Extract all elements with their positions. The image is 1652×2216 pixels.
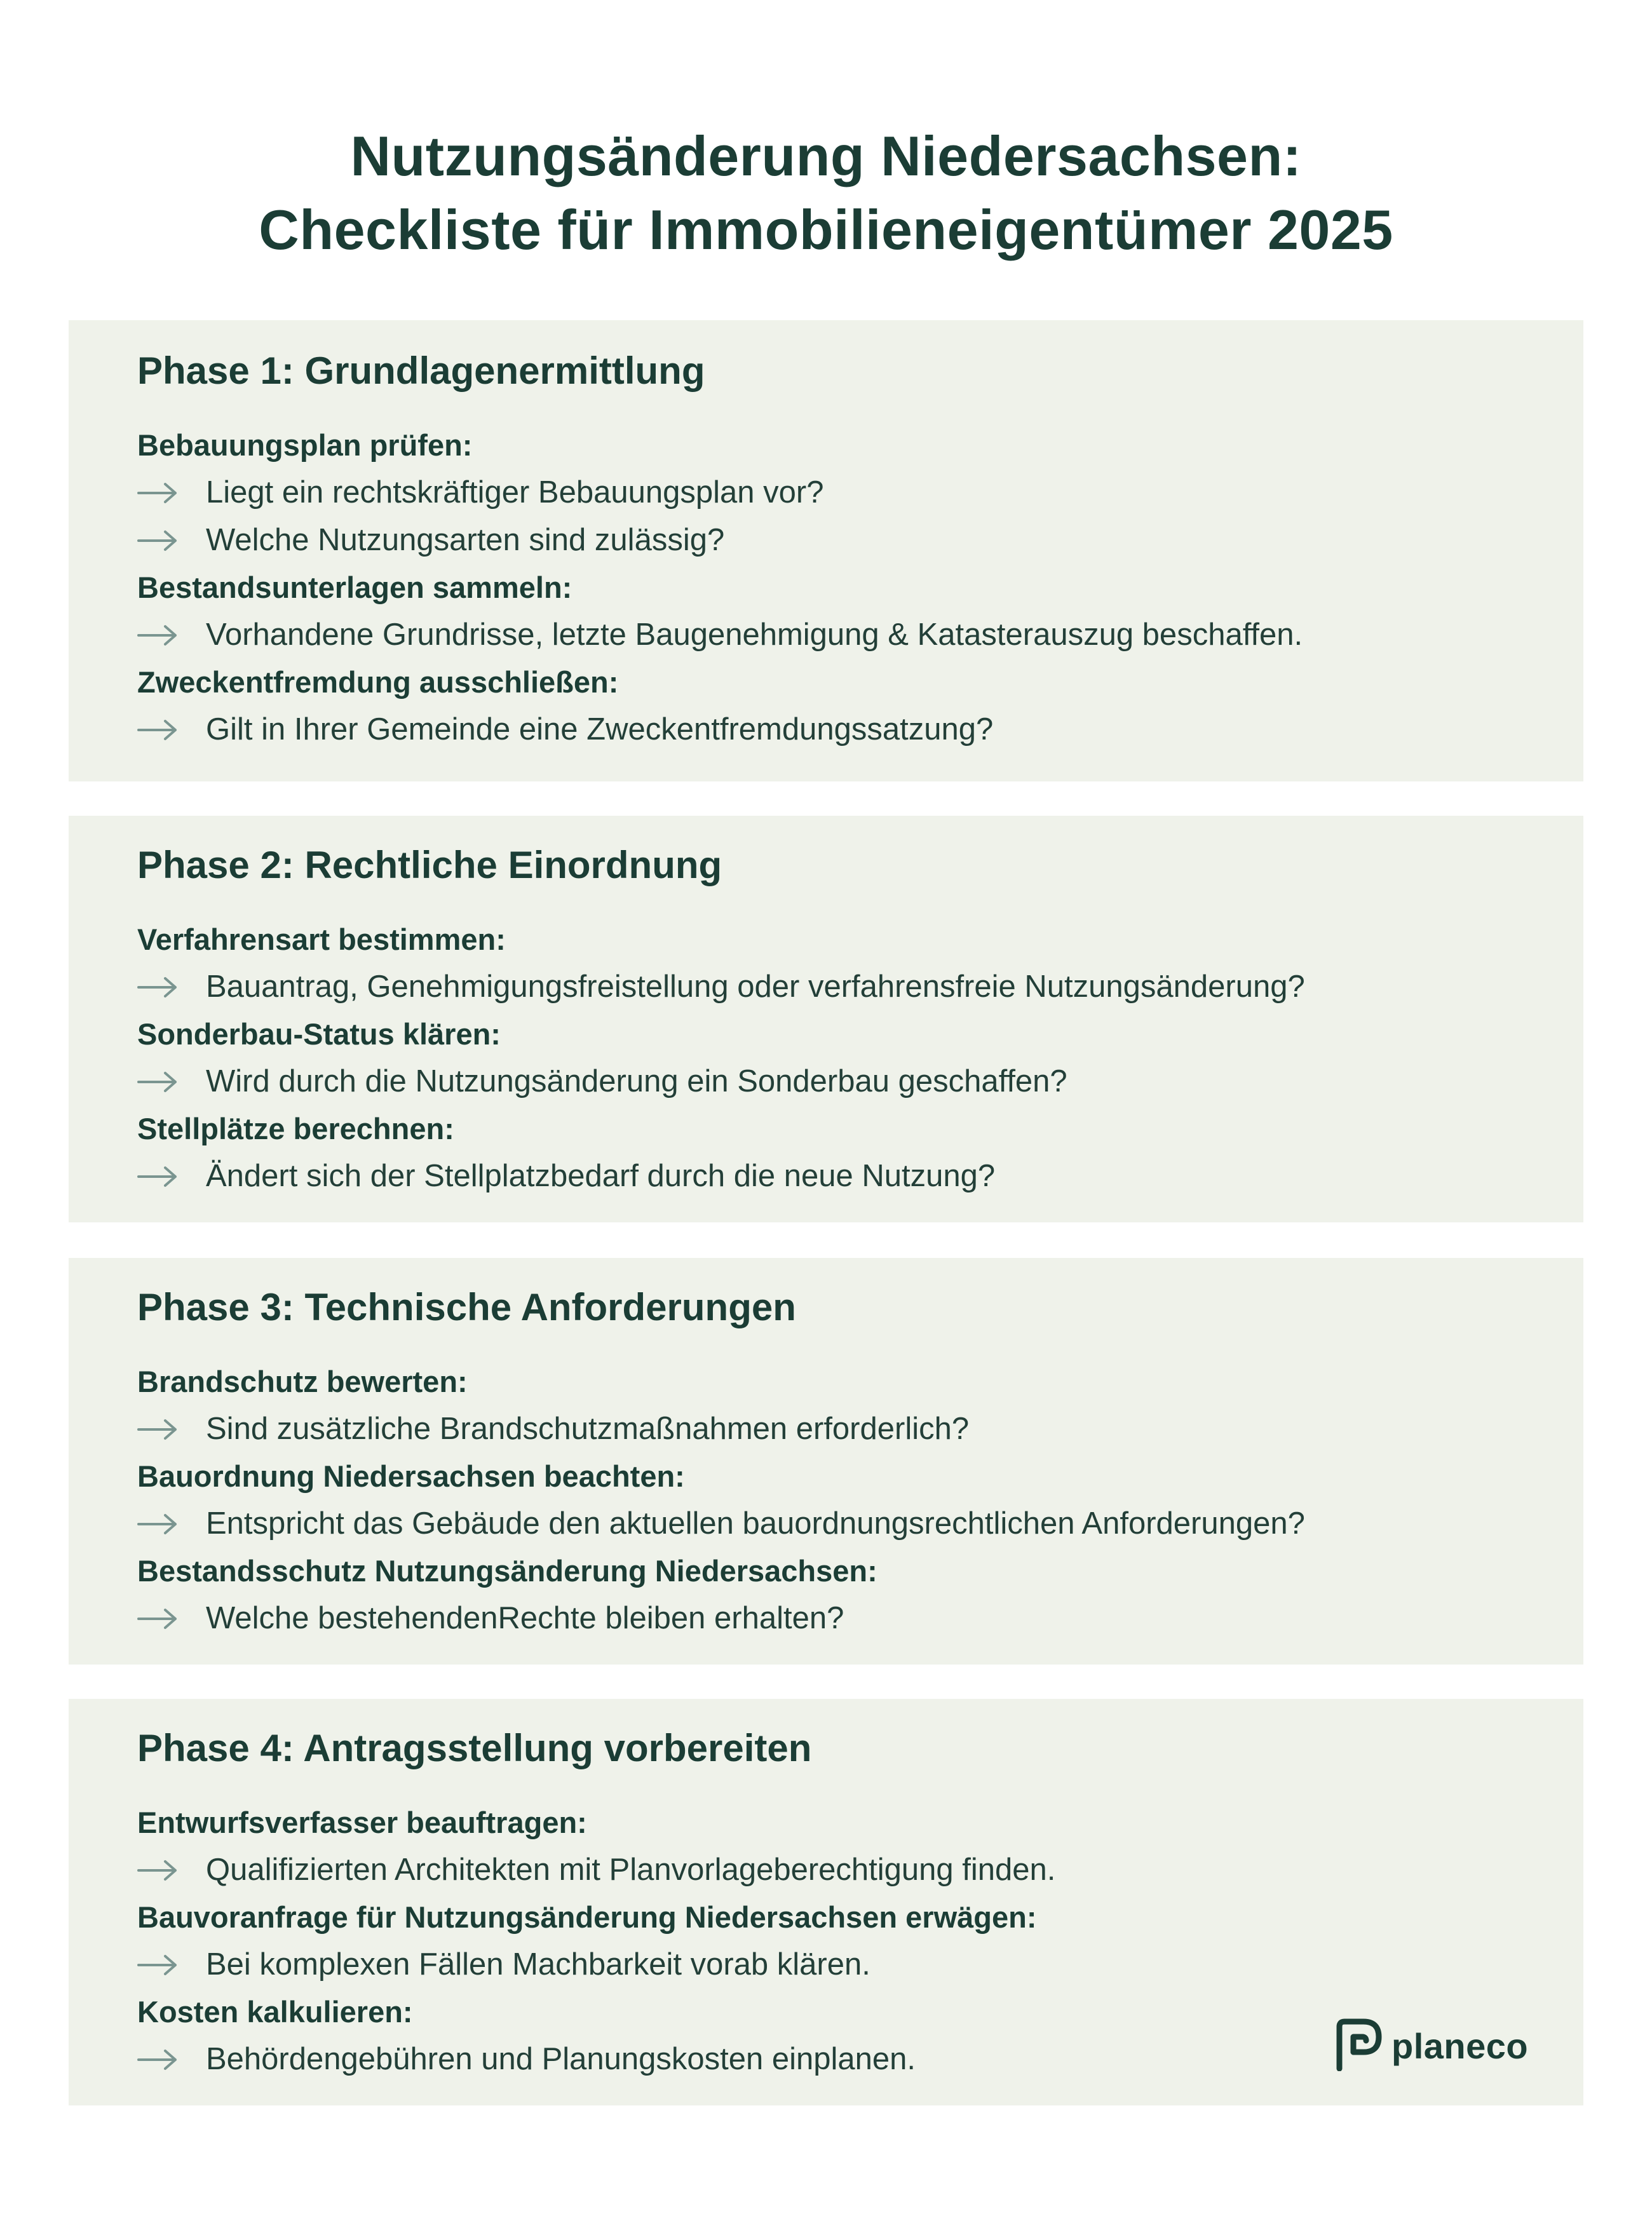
arrow-right-icon [137, 482, 206, 504]
group-title: Stellplätze berechnen: [137, 1112, 454, 1145]
arrow-right-icon [137, 719, 206, 741]
title-line-2: Checkliste für Immobilieneigentümer 2025 [259, 198, 1393, 261]
checklist-item [137, 1846, 1545, 1894]
group-title: Zweckentfremdung ausschließen: [137, 665, 619, 699]
arrow-right-icon [137, 1071, 206, 1093]
group-title: Bauordnung Niedersachsen beachten: [137, 1459, 685, 1493]
arrow-right-icon [137, 976, 206, 998]
arrow-right-icon [137, 2049, 206, 2071]
checklist-item-text: Welche bestehendenRechte bleiben erhalten? [206, 1601, 844, 1635]
checklist-item-text: Vorhandene Grundrisse, letzte Baugenehmigung & Katasterauszug beschaffen. [206, 618, 1303, 652]
group-title: Bestandsunterlagen sammeln: [137, 571, 572, 604]
phase-1-panel [69, 320, 1583, 781]
checklist-item [137, 1500, 1545, 1548]
checklist-item-text: Liegt ein rechtskräftiger Bebauungsplan vor? [206, 475, 824, 510]
checklist-item-text: Gilt in Ihrer Gemeinde eine Zweckentfremdungssatzung? [206, 712, 994, 747]
group-title: Verfahrensart bestimmen: [137, 922, 506, 956]
checklist-item-text: Bauantrag, Genehmigungsfreistellung oder verfahrensfreie Nutzungsänderung? [206, 970, 1305, 1004]
group-title: Bestandsschutz Nutzungsänderung Niedersachsen: [137, 1554, 877, 1588]
checklist-item [137, 1595, 1545, 1642]
checklist-item-text: Sind zusätzliche Brandschutzmaßnahmen erforderlich? [206, 1412, 970, 1446]
checklist-item [137, 1058, 1545, 1105]
checklist-item-text: Entspricht das Gebäude den aktuellen bauordnungsrechtlichen Anforderungen? [206, 1506, 1305, 1541]
arrow-right-icon [137, 1608, 206, 1630]
phase-2-panel [69, 816, 1583, 1222]
group-title: Bauvoranfrage für Nutzungsänderung Niedersachsen erwägen: [137, 1900, 1037, 1934]
arrow-right-icon [137, 1954, 206, 1976]
phase-title: Phase 4: Antragsstellung vorbereiten [137, 1727, 812, 1769]
checklist-item [137, 963, 1545, 1011]
planeco-logo [1334, 2018, 1528, 2074]
title-line-1: Nutzungsänderung Niedersachsen: [350, 125, 1302, 187]
phase-title: Phase 2: Rechtliche Einordnung [137, 844, 722, 886]
checklist-item [137, 1405, 1545, 1453]
checklist-item-text: Ändert sich der Stellplatzbedarf durch die neue Nutzung? [206, 1159, 996, 1193]
arrow-right-icon [137, 530, 206, 551]
arrow-right-icon [137, 1513, 206, 1535]
arrow-right-icon [137, 1166, 206, 1187]
arrow-right-icon [137, 625, 206, 646]
checklist-item [137, 706, 1545, 753]
phase-3-panel [69, 1258, 1583, 1665]
phase-title: Phase 1: Grundlagenermittlung [137, 349, 705, 392]
checklist-item-text: Welche Nutzungsarten sind zulässig? [206, 523, 725, 557]
checklist-item [137, 1941, 1545, 1989]
group-title: Sonderbau-Status klären: [137, 1017, 501, 1051]
checklist-item-text: Qualifizierten Architekten mit Planvorlageberechtigung finden. [206, 1853, 1056, 1887]
arrow-right-icon [137, 1419, 206, 1440]
checklist-item-text: Behördengebühren und Planungskosten einplanen. [206, 2042, 916, 2076]
logo-text: planeco [1391, 2026, 1529, 2066]
checklist-item [137, 611, 1545, 659]
group-title: Entwurfsverfasser beauftragen: [137, 1806, 587, 1839]
group-title: Brandschutz bewerten: [137, 1365, 468, 1398]
page-title [0, 119, 1652, 267]
checklist-item-text: Bei komplexen Fällen Machbarkeit vorab klären. [206, 1947, 870, 1982]
arrow-right-icon [137, 1860, 206, 1881]
phase-title: Phase 3: Technische Anforderungen [137, 1286, 796, 1328]
checklist-item [137, 469, 1545, 517]
checklist-item-text: Wird durch die Nutzungsänderung ein Sonderbau geschaffen? [206, 1064, 1067, 1098]
group-title: Kosten kalkulieren: [137, 1995, 413, 2029]
planeco-logo-icon [1334, 2018, 1383, 2074]
checklist-item [137, 1152, 1545, 1200]
group-title: Bebauungsplan prüfen: [137, 428, 473, 462]
checklist-item [137, 517, 1545, 564]
